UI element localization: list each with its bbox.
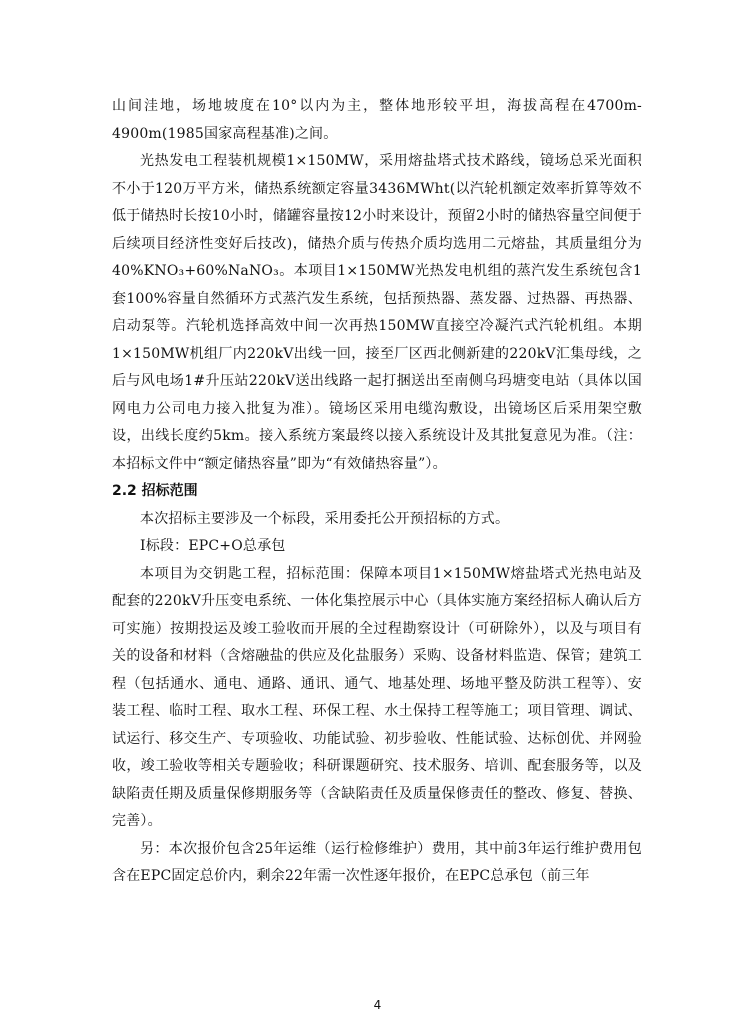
paragraph-lot-title: Ⅰ标段：EPC+O总承包	[140, 538, 286, 554]
paragraph-om-cost: 另：本次报价包含25年运维（运行检修维护）费用，其中前3年运行维护费用包含在EPC固定总价内，剩余22年需一次性逐年报价，在EPC总承包（前三年	[112, 840, 642, 884]
paragraph-terrain: 山间洼地，场地坡度在10°以内为主，整体地形较平坦，海拔高程在4700m-4900m(1985国家高程基准)之间。	[112, 98, 642, 142]
paragraph-tender-method: 本次招标主要涉及一个标段，采用委托公开预招标的方式。	[140, 510, 510, 527]
section-heading: 2.2 招标范围	[112, 483, 198, 499]
page-body	[112, 93, 642, 891]
paragraph-tender-scope: 本项目为交钥匙工程，招标范围：保障本项目1×150MW熔盐塔式光热电站及配套的220kV升压变电系统、一体化集控展示中心（具体实施方案经招标人确认后方可实施）按期投运及竣工验收而开展的全过程勘察设计（可研除外），以及与项目有关的设备和材料（含熔融盐的供应及化盐服务）采购、设备材料监造、保管；建筑工程（包括通水、通电、通路、通讯、通气、地基处理、场地平整及防洪工程等）、安装工程、临时工程、取水工程、环保工程、水土保持工程等施工；项目管理、调试、试运行、移交生产、专项验收、功能试验、初步验收、性能试验、达标创优、并网验收，竣工验收等相关专题验收；科研课题研究、技术服务、培训、配套服务等，以及缺陷责任期及质量保修期服务等（含缺陷责任及质量保修责任的整改、修复、替换、完善）。	[112, 565, 642, 829]
paragraph-project-description: 光热发电工程装机规模1×150MW，采用熔盐塔式技术路线，镜场总采光面积不小于120万平方米，储热系统额定容量3436MWht(以汽轮机额定效率折算等效不低于储热时长按10小时，储罐容量按12小时来设计，预留2小时的储热容量空间便于后续项目经济性变好后技改)，储热介质与传热介质均选用二元熔盐，其质量组分为40%KNO₃+60%NaNO₃。本项目1×150MW光热发电机组的蒸汽发生系统包含1套100%容量自然循环方式蒸汽发生系统，包括预热器、蒸发器、过热器、再热器、启动泵等。汽轮机选择高效中间一次再热150MW直接空冷凝汽式汽轮机组。本期1×150MW机组厂内220kV出线一回，接至厂区西北侧新建的220kV汇集母线，之后与风电场1#升压站220kV送出线路一起打捆送出至南侧乌玛塘变电站（具体以国网电力公司电力接入批复为准）。镜场区采用电缆沟敷设，出镜场区后采用架空敷设，出线长度约5km。接入系统方案最终以接入系统设计及其批复意见为准。（注：本招标文件中“额定储热容量”即为“有效储热容量”）。	[112, 153, 642, 472]
page-number: 4	[373, 998, 382, 1012]
